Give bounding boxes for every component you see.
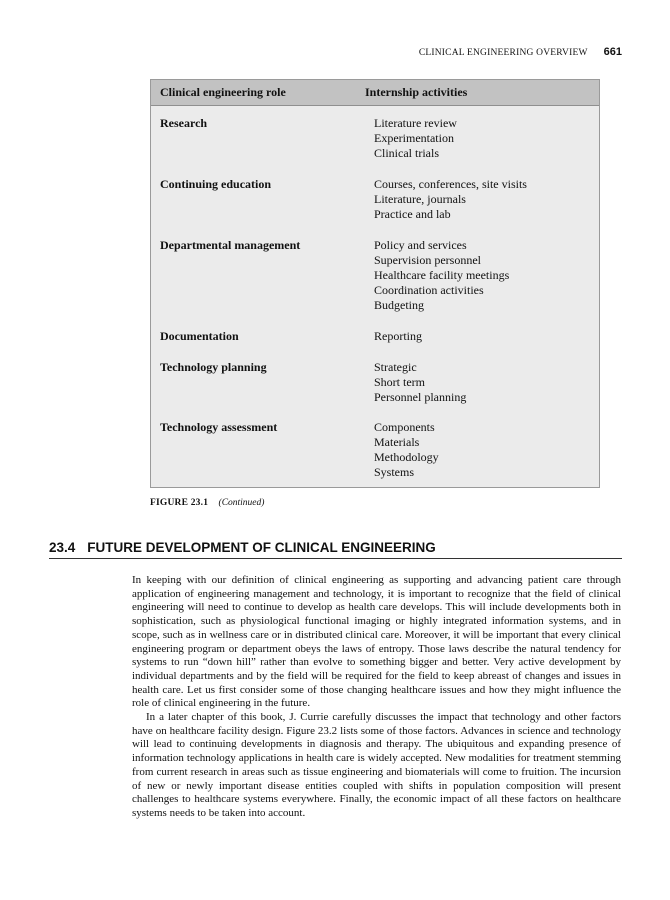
role-cell: Continuing education [160, 177, 272, 191]
table-row [151, 420, 599, 480]
column-header-role: Clinical engineering role [160, 85, 286, 99]
table-row [151, 238, 599, 313]
role-cell: Technology planning [160, 360, 267, 374]
table-row [151, 329, 599, 344]
activity-item: Experimentation [374, 131, 454, 145]
activities-cell [374, 329, 599, 344]
section-number: 23.4 [49, 540, 76, 555]
activities-cell [374, 360, 599, 405]
activity-item: Methodology [374, 450, 439, 464]
activity-item: Literature, journals [374, 192, 466, 206]
activity-item: Components [374, 420, 435, 434]
figure-table-body [151, 106, 599, 480]
table-row [151, 177, 599, 222]
role-cell: Technology assessment [160, 420, 278, 434]
role-cell: Research [160, 116, 208, 130]
figure-caption [150, 498, 264, 508]
column-header-activities: Internship activities [365, 85, 468, 99]
figure-table-header [151, 80, 599, 106]
activities-cell [374, 238, 599, 313]
activity-item: Healthcare facility meetings [374, 268, 510, 282]
body-text [132, 574, 621, 821]
section-title: FUTURE DEVELOPMENT OF CLINICAL ENGINEERING [87, 540, 436, 555]
activity-item: Systems [374, 465, 415, 479]
activity-item: Personnel planning [374, 390, 467, 404]
figure-caption-text: (Continued) [218, 498, 265, 508]
section-heading [49, 540, 622, 559]
activities-cell [374, 116, 599, 161]
figure-caption-label: FIGURE 23.1 [150, 498, 209, 508]
table-row [151, 360, 599, 405]
activity-item: Materials [374, 435, 420, 449]
running-head [419, 46, 622, 58]
activity-item: Courses, conferences, site visits [374, 177, 527, 191]
activity-item: Practice and lab [374, 207, 451, 221]
activity-item: Reporting [374, 329, 422, 343]
table-row [151, 116, 599, 161]
running-title: CLINICAL ENGINEERING OVERVIEW [418, 48, 588, 58]
figure-table [150, 79, 600, 488]
activity-item: Policy and services [374, 238, 467, 252]
activities-cell [374, 177, 599, 222]
activity-item: Literature review [374, 116, 457, 130]
activity-item: Supervision personnel [374, 253, 481, 267]
activity-item: Strategic [374, 360, 417, 374]
activity-item: Budgeting [374, 298, 424, 312]
activity-item: Short term [374, 375, 425, 389]
role-cell: Documentation [160, 329, 239, 343]
paragraph: In keeping with our definition of clinical engineering as supporting and advancing patient care through application of engineering management and technology, it is important to recognize that the field of clinical engineering will need to continue to develop as health care develops. This will include developments both in sophistication, such as physiological functional imaging or highly integrated information systems, and in scope, such as in wellness care or in distributed clinical care. Moreover, it will be important that every clinical engineering program or department obeys the laws of entropy. Those laws describe the natural tendency for systems to run “down hill” rather than evolve to something bigger and better. Very active development by individual departments and by the field will be required for the field to keep abreast of changes and issues in health care. Let us first consider some of those changing healthcare issues and how they might influence the role of clinical engineering in the future. [132, 574, 621, 710]
paragraph: In a later chapter of this book, J. Currie carefully discusses the impact that technology and other factors have on healthcare facility design. Figure 23.2 lists some of those factors. Advances in science and technology will lead to continuing developments in diagnosis and therapy. The ubiquitous and expanding presence of information technology applications in health care is widely accepted. New modalities for treatment stemming from current research in areas such as tissue engineering and biomaterials will come to fruition. The incursion of new or newly important disease entities coupled with shifts in population composition will present challenges to healthcare systems everywhere. Finally, the economic impact of all these factors on healthcare systems needs to be taken into account. [132, 711, 621, 819]
activity-item: Coordination activities [374, 283, 484, 297]
page-number: 661 [603, 46, 622, 58]
activity-item: Clinical trials [374, 146, 439, 160]
role-cell: Departmental management [160, 238, 301, 252]
activities-cell [374, 420, 599, 480]
